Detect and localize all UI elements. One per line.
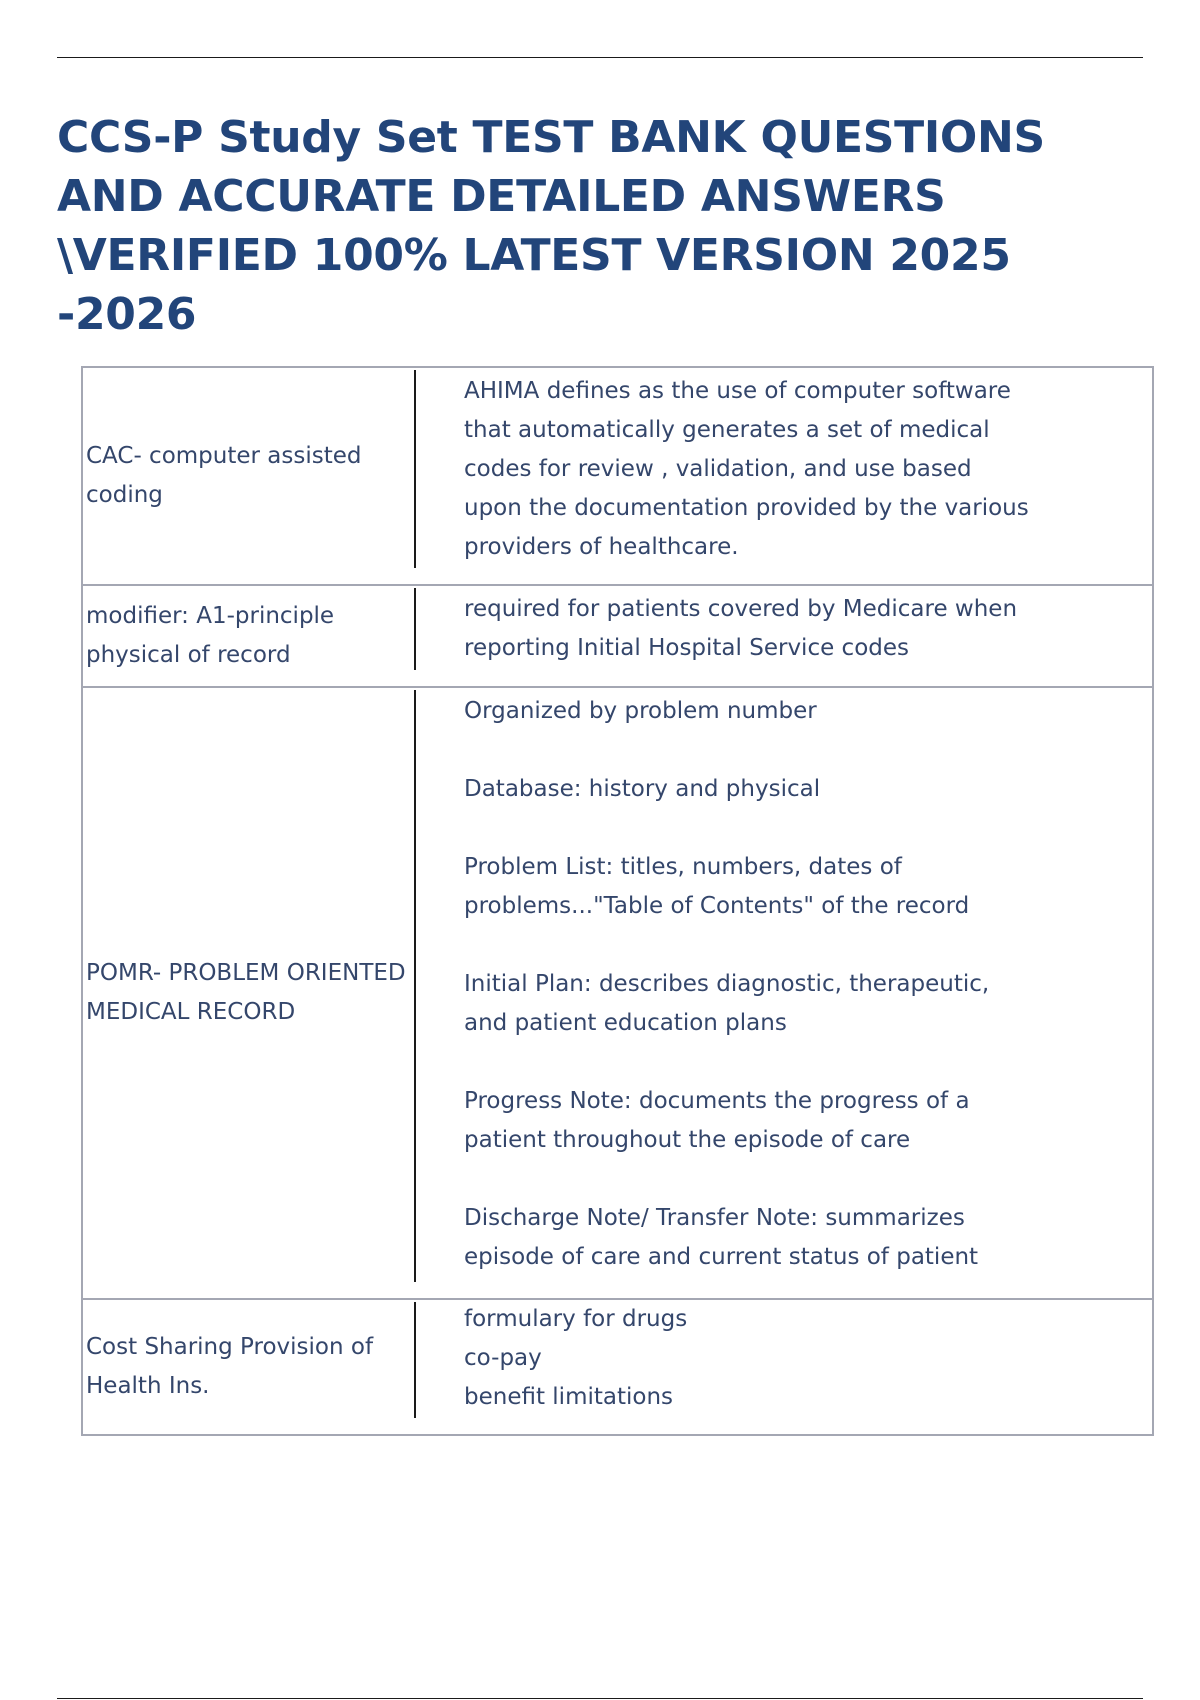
- definition-paragraph: Discharge Note/ Transfer Note: summarizes episode of care and current status of patient: [464, 1205, 979, 1270]
- definition-line: benefit limitations: [464, 1384, 674, 1410]
- bottom-rule: [57, 1698, 1143, 1699]
- table-row: [82, 585, 1153, 687]
- top-rule: [57, 57, 1143, 58]
- definition-cell: required for patients covered by Medicare when reporting Initial Hospital Service codes: [416, 585, 1153, 687]
- document-title: CCS-P Study Set TEST BANK QUESTIONS AND ACCURATE DETAILED ANSWERS \VERIFIED 100% LATEST VERSION 2025 -2026: [57, 112, 1045, 340]
- table-row: [82, 687, 1153, 1299]
- definition-cell: [416, 687, 1153, 1299]
- table-row: [82, 1299, 1153, 1435]
- definition-line: co-pay: [464, 1345, 542, 1371]
- definition-cell: [416, 1299, 1153, 1435]
- definition-paragraph: Initial Plan: describes diagnostic, therapeutic, and patient education plans: [464, 971, 990, 1036]
- definition-paragraph: Progress Note: documents the progress of a patient throughout the episode of care: [464, 1088, 970, 1153]
- term-cell: Cost Sharing Provision of Health Ins.: [82, 1299, 416, 1435]
- term-cell: CAC- computer assisted coding: [82, 367, 416, 585]
- definition-line: formulary for drugs: [464, 1306, 688, 1332]
- definition-paragraph: Organized by problem number: [464, 698, 817, 724]
- definition-paragraph: Problem List: titles, numbers, dates of problems..."Table of Contents" of the record: [464, 854, 970, 919]
- term-cell: modifier: A1-principle physical of record: [82, 585, 416, 687]
- term-cell: POMR- PROBLEM ORIENTED MEDICAL RECORD: [82, 687, 416, 1299]
- definition-paragraph: Database: history and physical: [464, 776, 821, 802]
- table-row: [82, 367, 1153, 585]
- definition-cell: AHIMA defines as the use of computer software that automatically generates a set of medical codes for review , validation, and use based upon the documentation provided by the various providers of healthcare.: [416, 367, 1153, 585]
- flashcard-table: [81, 366, 1154, 1436]
